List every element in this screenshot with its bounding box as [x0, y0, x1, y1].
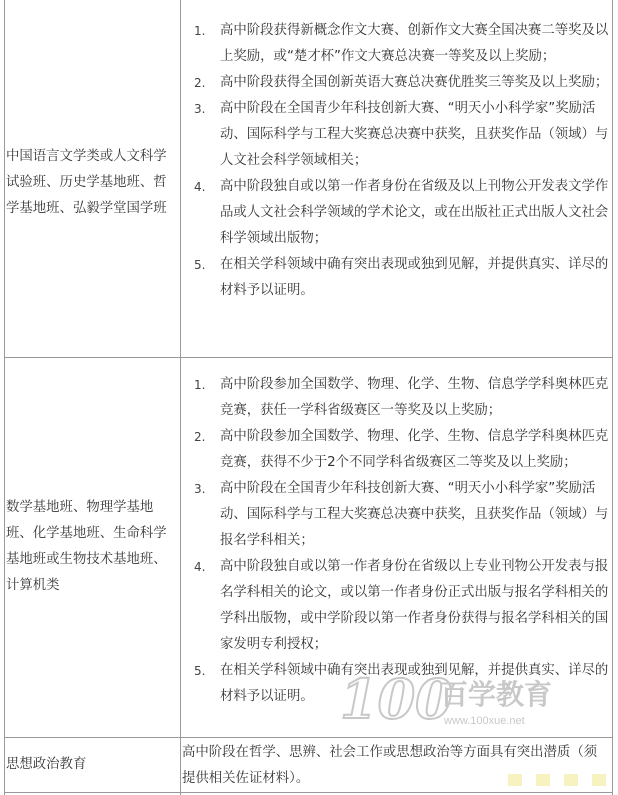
category-ideological-education: 思想政治教育: [6, 757, 87, 772]
list-item: 2. 高中阶段参加全国数学、物理、化学、生物、信息学学科奥林匹克竞赛，获得不少于2个不同学科省级赛区二等奖及以上奖励；: [194, 429, 609, 470]
row-divider-1: [4, 357, 613, 358]
table-left-border: [4, 0, 5, 795]
watermark-logo: [336, 660, 576, 732]
criteria-list-humanities: [190, 18, 610, 304]
list-item: 1. 高中阶段获得新概念作文大赛、创新作文大赛全国决赛二等奖及以上奖励，或“楚才杯”作文大赛总决赛一等奖及以上奖励；: [194, 23, 609, 64]
list-item: 4. 高中阶段独自或以第一作者身份在省级以上专业刊物公开发表与报名学科相关的论文，或以第一作者身份正式出版与报名学科相关的学科出版物，或中学阶段以第一作者身份获得与报名学科相关的国家发明专利授权；: [194, 559, 609, 652]
category-sciences: 数学基地班、物理学基地班、化学基地班、生命科学基地班或生物技术基地班、计算机类: [6, 500, 167, 593]
list-item: 3. 高中阶段在全国青少年科技创新大赛、“明天小小科学家”奖励活动、国际科学与工程大奖赛总决赛中获奖，且获奖作品（领域）与报名学科相关；: [194, 481, 609, 548]
table-column-divider: [180, 0, 181, 795]
list-item: 5. 在相关学科领域中确有突出表现或独到见解，并提供真实、详尽的材料予以证明。: [194, 663, 609, 704]
table-bottom-border: [4, 792, 613, 793]
decorative-highlight: [500, 770, 618, 790]
criteria-ideological-education: 高中阶段在哲学、思辨、社会工作或思想政治等方面具有突出潜质（须提供相关佐证材料）。: [182, 745, 598, 786]
category-humanities: 中国语言文学类或人文科学试验班、历史学基地班、哲学基地班、弘毅学堂国学班: [6, 149, 167, 216]
watermark-name: 百学教育: [440, 678, 553, 711]
watermark-digits: 100: [340, 667, 453, 731]
list-item: 3. 高中阶段在全国青少年科技创新大赛、“明天小小科学家”奖励活动、国际科学与工程大奖赛总决赛中获奖，且获奖作品（领域）与人文社会科学领域相关；: [194, 101, 609, 168]
list-item: 2. 高中阶段获得全国创新英语大赛总决赛优胜奖三等奖及以上奖励；: [194, 75, 609, 90]
list-item: 4. 高中阶段独自或以第一作者身份在省级及以上刊物公开发表文学作品或人文社会科学领域的学术论文，或在出版社正式出版人文社会科学领域出版物；: [194, 179, 609, 246]
table-right-border: [612, 0, 613, 795]
row-divider-2: [4, 737, 613, 738]
watermark-url: www.100xue.net: [444, 715, 525, 727]
list-item: 5. 在相关学科领域中确有突出表现或独到见解，并提供真实、详尽的材料予以证明。: [194, 257, 609, 298]
list-item: 1. 高中阶段参加全国数学、物理、化学、生物、信息学学科奥林匹克竞赛，获任一学科省级赛区一等奖及以上奖励；: [194, 377, 609, 418]
